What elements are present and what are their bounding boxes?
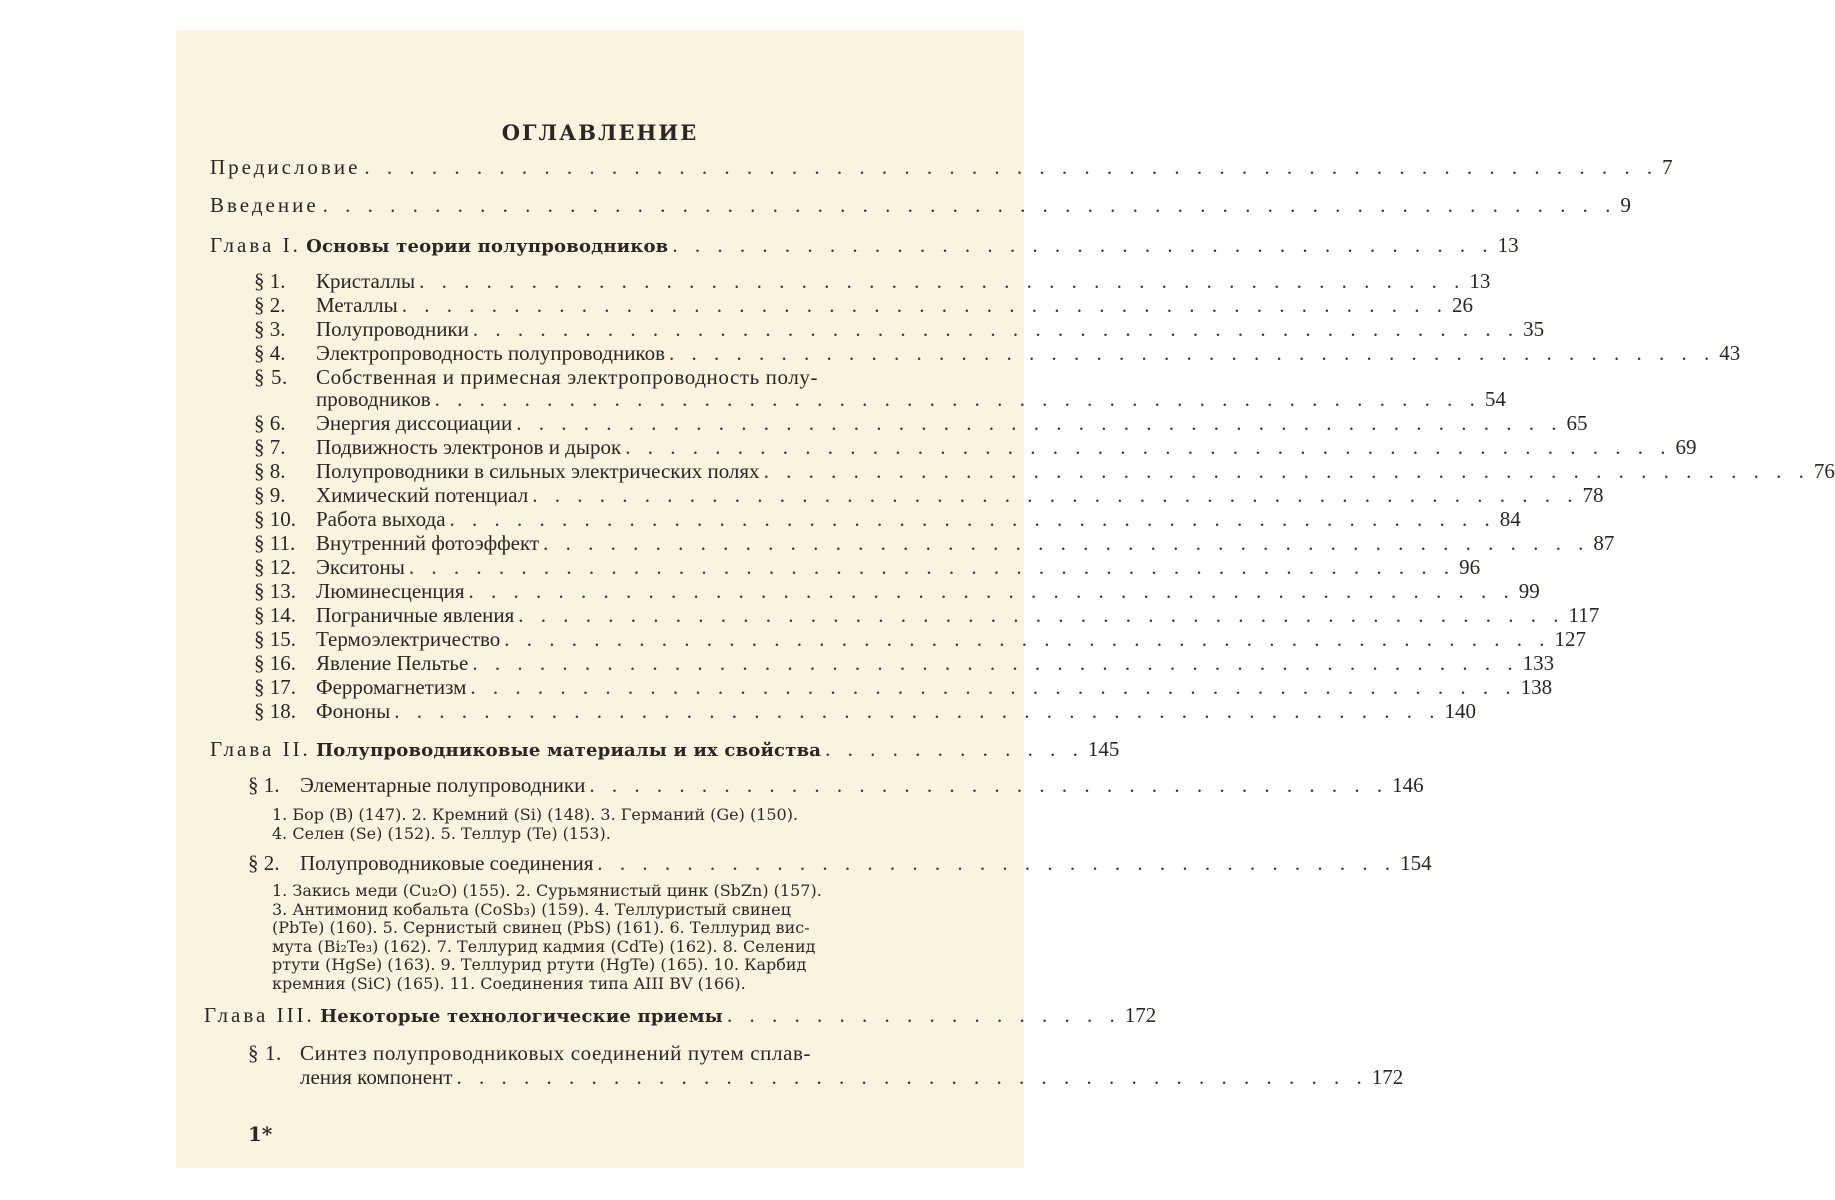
section-title: Внутренний фотоэффект (316, 531, 540, 555)
section-title: Собственная и примесная электропроводность полу- (316, 365, 819, 389)
dot-leader: . . . . . . . . . . . . . . . . . . . . . . . . . . . . . . . . . . . . . . . . . . . . . . . (472, 651, 1519, 675)
section-number: § 17. (254, 675, 296, 699)
dot-leader: . . . . . . . . . . . . (825, 737, 1084, 761)
dot-leader: . . . . . . . . . . . . . . . . . . . . . . . . . . . . . . . . . . . . . . . . . . . . . . . (532, 483, 1579, 507)
dot-leader: . . . . . . . . . . . . . . . . . . . . . . . . . . . . . . . . . . . . (589, 773, 1389, 797)
section-title: Пограничные явления (316, 603, 515, 627)
entry-page: 84 (1499, 507, 1521, 531)
dot-leader: . . . . . . . . . . . . . . . . . . . . . . . . . . . . . . . . . . . . . . . . . . . . . . . (543, 531, 1590, 555)
section-title: Полупроводники (316, 317, 469, 341)
entry-page: 127 (1554, 627, 1587, 651)
dot-leader: . . . . . . . . . . . . . . . . . . . . . . . . . . . . . . . . . . . . . . . . . . . . . . . (504, 627, 1551, 651)
toc-section-continuation (316, 387, 1506, 411)
dot-leader: . . . . . . . . . . . . . . . . . . . . . . . . . . . . . . . . . . . . (597, 851, 1397, 875)
chapter-title: Основы теории полупроводников (306, 236, 669, 257)
section-number: § 5. (254, 365, 288, 389)
section-number: § 4. (254, 341, 286, 365)
dot-leader: . . . . . . . . . . . . . . . . . . . . . . . . . . . . . . . . . . . . . . . . . . . . . . . (449, 507, 1496, 531)
subtopic-line: 3. Антимонид кобальта (CoSb₃) (159). 4. Теллуристый свинец (272, 899, 791, 919)
toc-section (254, 435, 1697, 459)
section-number: § 9. (254, 483, 286, 507)
entry-page: 69 (1675, 435, 1697, 459)
section-title: Экситоны (316, 555, 405, 579)
entry-page: 78 (1582, 483, 1604, 507)
section-number: § 3. (254, 317, 286, 341)
section-title: Элементарные полупроводники (300, 773, 586, 797)
toc-section (254, 411, 1588, 435)
section-title: Металлы (316, 293, 398, 317)
section-number: § 8. (254, 459, 286, 483)
section-number: § 12. (254, 555, 296, 579)
entry-page: 7 (1662, 155, 1673, 179)
toc-section (254, 675, 1553, 699)
dot-leader: . . . . . . . . . . . . . . . . . . . . . . . . . . . . . . . . . . . . . . . . . . . . . . . (401, 293, 1448, 317)
dot-leader: . . . . . . . . . . . . . . . . . . . . . . . . . . . . . . . . . . . . . . . . . . . . . . . (472, 317, 1520, 341)
entry-page: 26 (1451, 293, 1473, 317)
section-title: Электропроводность полупроводников (316, 341, 665, 365)
dot-leader: . . . . . . . . . . . . . . . . . . . . . . . . . . . . . . . . . . . . . . . . . (456, 1065, 1368, 1089)
section-title: Люминесценция (316, 579, 465, 603)
subtopic-line: 4. Селен (Se) (152). 5. Теллур (Te) (153). (272, 823, 611, 843)
section-title: Явление Пельтье (316, 651, 469, 675)
dot-leader: . . . . . . . . . . . . . . . . . . . . . . . . . . . . . . . . . . . . . . . . . . . . . . . (625, 435, 1672, 459)
entry-page: 99 (1518, 579, 1540, 603)
toc-section (254, 699, 1476, 723)
dot-leader: . . . . . . . . . . . . . . . . . . . . . . . . . . . . . . . . . . . . . . . . . . . . . . . (518, 603, 1565, 627)
dot-leader: . . . . . . . . . . . . . . . . . . . . . . . . . . . . . . . . . . . . . (672, 233, 1494, 257)
toc-section-multiline (254, 366, 818, 388)
toc-chapter-1 (210, 233, 1519, 258)
toc-section (254, 483, 1604, 507)
chapter-heading (210, 738, 821, 762)
section-number: § 1. (248, 773, 280, 797)
dot-leader: . . . . . . . . . . . . . . . . . . . . . . . . . . . . . . . . . . . . . . . . . . . . . . . . . . . . . . . . . . (364, 155, 1659, 179)
entry-page: 35 (1523, 317, 1545, 341)
book-page (176, 30, 1835, 1168)
entry-page: 138 (1520, 675, 1553, 699)
entry-label: Введение (210, 193, 319, 217)
entry-page: 133 (1522, 651, 1555, 675)
section-number: § 10. (254, 507, 296, 531)
toc-section (254, 507, 1521, 531)
chapter-heading (210, 234, 668, 258)
toc-section-continuation (300, 1065, 1404, 1089)
section-title: Химический потенциал (316, 483, 529, 507)
toc-section (254, 579, 1540, 603)
printer-signature-mark: 1* (248, 1122, 273, 1146)
section-number: § 2. (248, 851, 280, 875)
toc-chapter-3 (204, 1003, 1157, 1028)
entry-page: 117 (1568, 603, 1600, 627)
dot-leader: . . . . . . . . . . . . . . . . . . . . . . . . . . . . . . . . . . . . . . . . . . . . . . . (468, 579, 1515, 603)
section-number: § 7. (254, 435, 286, 459)
entry-page: 87 (1593, 531, 1615, 555)
chapter-prefix: Глава II. (210, 737, 311, 761)
entry-page: 54 (1484, 387, 1506, 411)
toc-chapter-2 (210, 737, 1120, 762)
section-subtopics (272, 806, 904, 843)
entry-page: 13 (1469, 269, 1491, 293)
toc-section (254, 651, 1555, 675)
dot-leader: . . . . . . . . . . . . . . . . . . . . . . . . . . . . . . . . . . . . . . . . . . . . . . . (394, 699, 1441, 723)
section-number: § 14. (254, 603, 296, 627)
section-title: Энергия диссоциации (316, 411, 513, 435)
toc-section (254, 459, 1835, 483)
section-title: Ферромагнетизм (316, 675, 467, 699)
entry-page: 96 (1459, 555, 1481, 579)
dot-leader: . . . . . . . . . . . . . . . . . . . . . . . . . . . . . . . . . . . . . . . . . . . . . . . (408, 555, 1456, 579)
toc-entry-introduction (210, 193, 1631, 217)
entry-page: 172 (1124, 1003, 1157, 1027)
section-subtopics (272, 882, 904, 994)
toc-section (254, 269, 1491, 293)
section-number: § 18. (254, 699, 296, 723)
entry-label: Предисловие (210, 155, 361, 179)
entry-page: 43 (1719, 341, 1741, 365)
section-number: § 1. (248, 1041, 282, 1065)
toc-title: ОГЛАВЛЕНИЕ (501, 120, 699, 145)
toc-section (248, 851, 1432, 875)
section-number: § 13. (254, 579, 296, 603)
entry-page: 76 (1813, 459, 1835, 483)
entry-page: 140 (1444, 699, 1476, 723)
toc-section (254, 531, 1615, 555)
section-number: § 11. (254, 531, 296, 555)
section-title: Полупроводниковые соединения (300, 851, 594, 875)
entry-page: 146 (1392, 773, 1424, 797)
subtopic-line: (PbTe) (160). 5. Сернистый свинец (PbS) (161). 6. Теллурид вис- (272, 918, 810, 938)
chapter-heading (204, 1004, 723, 1028)
dot-leader: . . . . . . . . . . . . . . . . . . (726, 1003, 1121, 1027)
entry-page: 172 (1371, 1065, 1404, 1089)
chapter-prefix: Глава III. (204, 1003, 315, 1027)
section-title: Синтез полупроводниковых соединений путем сплав- (300, 1041, 812, 1065)
section-number: § 1. (254, 269, 286, 293)
dot-leader: . . . . . . . . . . . . . . . . . . . . . . . . . . . . . . . . . . . . . . . . . . . . . . . (763, 459, 1810, 483)
subtopic-line: 1. Бор (B) (147). 2. Кремний (Si) (148). 3. Германий (Ge) (150). (272, 805, 799, 824)
dot-leader: . . . . . . . . . . . . . . . . . . . . . . . . . . . . . . . . . . . . . . . . . . . . . . . (419, 269, 1466, 293)
dot-leader: . . . . . . . . . . . . . . . . . . . . . . . . . . . . . . . . . . . . . . . . . . . . . . . (434, 387, 1481, 411)
dot-leader: . . . . . . . . . . . . . . . . . . . . . . . . . . . . . . . . . . . . . . . . . . . . . . . (516, 411, 1563, 435)
section-title: Кристаллы (316, 269, 416, 293)
entry-page: 9 (1620, 193, 1631, 217)
section-title: Фононы (316, 699, 391, 723)
section-number: § 16. (254, 651, 296, 675)
entry-page: 65 (1566, 411, 1588, 435)
dot-leader: . . . . . . . . . . . . . . . . . . . . . . . . . . . . . . . . . . . . . . . . . . . . . . . . . . . . . . . . . . (322, 193, 1617, 217)
toc-section (254, 627, 1587, 651)
chapter-prefix: Глава I. (210, 233, 301, 257)
entry-page: 13 (1497, 233, 1519, 257)
section-title: Термоэлектричество (316, 627, 501, 651)
section-title-continued: проводников (316, 387, 431, 411)
subtopic-line: кремния (SiC) (165). 11. Соединения типа AIII BV (166). (272, 973, 746, 993)
toc-section (254, 341, 1741, 365)
section-title: Полупроводники в сильных электрических полях (316, 459, 760, 483)
subtopic-line: ртути (HgSe) (163). 9. Теллурид ртути (HgTe) (165). 10. Карбид (272, 955, 807, 975)
entry-page: 154 (1400, 851, 1432, 875)
dot-leader: . . . . . . . . . . . . . . . . . . . . . . . . . . . . . . . . . . . . . . . . . . . . . . . (668, 341, 1716, 365)
chapter-title: Полупроводниковые материалы и их свойства (316, 740, 822, 761)
section-title: Работа выхода (316, 507, 446, 531)
section-title-continued: ления компонент (300, 1065, 453, 1089)
toc-section (254, 555, 1481, 579)
subtopic-line: мута (Bi₂Te₃) (162). 7. Теллурид кадмия (CdTe) (162). 8. Селенид (272, 936, 816, 956)
entry-page: 145 (1087, 737, 1120, 761)
section-number: § 6. (254, 411, 286, 435)
chapter-title: Некоторые технологические приемы (320, 1006, 723, 1027)
dot-leader: . . . . . . . . . . . . . . . . . . . . . . . . . . . . . . . . . . . . . . . . . . . . . . . (470, 675, 1517, 699)
subtopic-line: 1. Закись меди (Cu₂O) (155). 2. Сурьмянистый цинк (SbZn) (157). (272, 881, 822, 900)
toc-section-multiline (248, 1042, 811, 1064)
toc-section (254, 603, 1600, 627)
section-number: § 15. (254, 627, 296, 651)
section-number: § 2. (254, 293, 286, 317)
toc-entry-preface (210, 155, 1673, 179)
toc-section (254, 317, 1545, 341)
toc-section (254, 293, 1473, 317)
section-title: Подвижность электронов и дырок (316, 435, 622, 459)
toc-section (248, 773, 1424, 797)
